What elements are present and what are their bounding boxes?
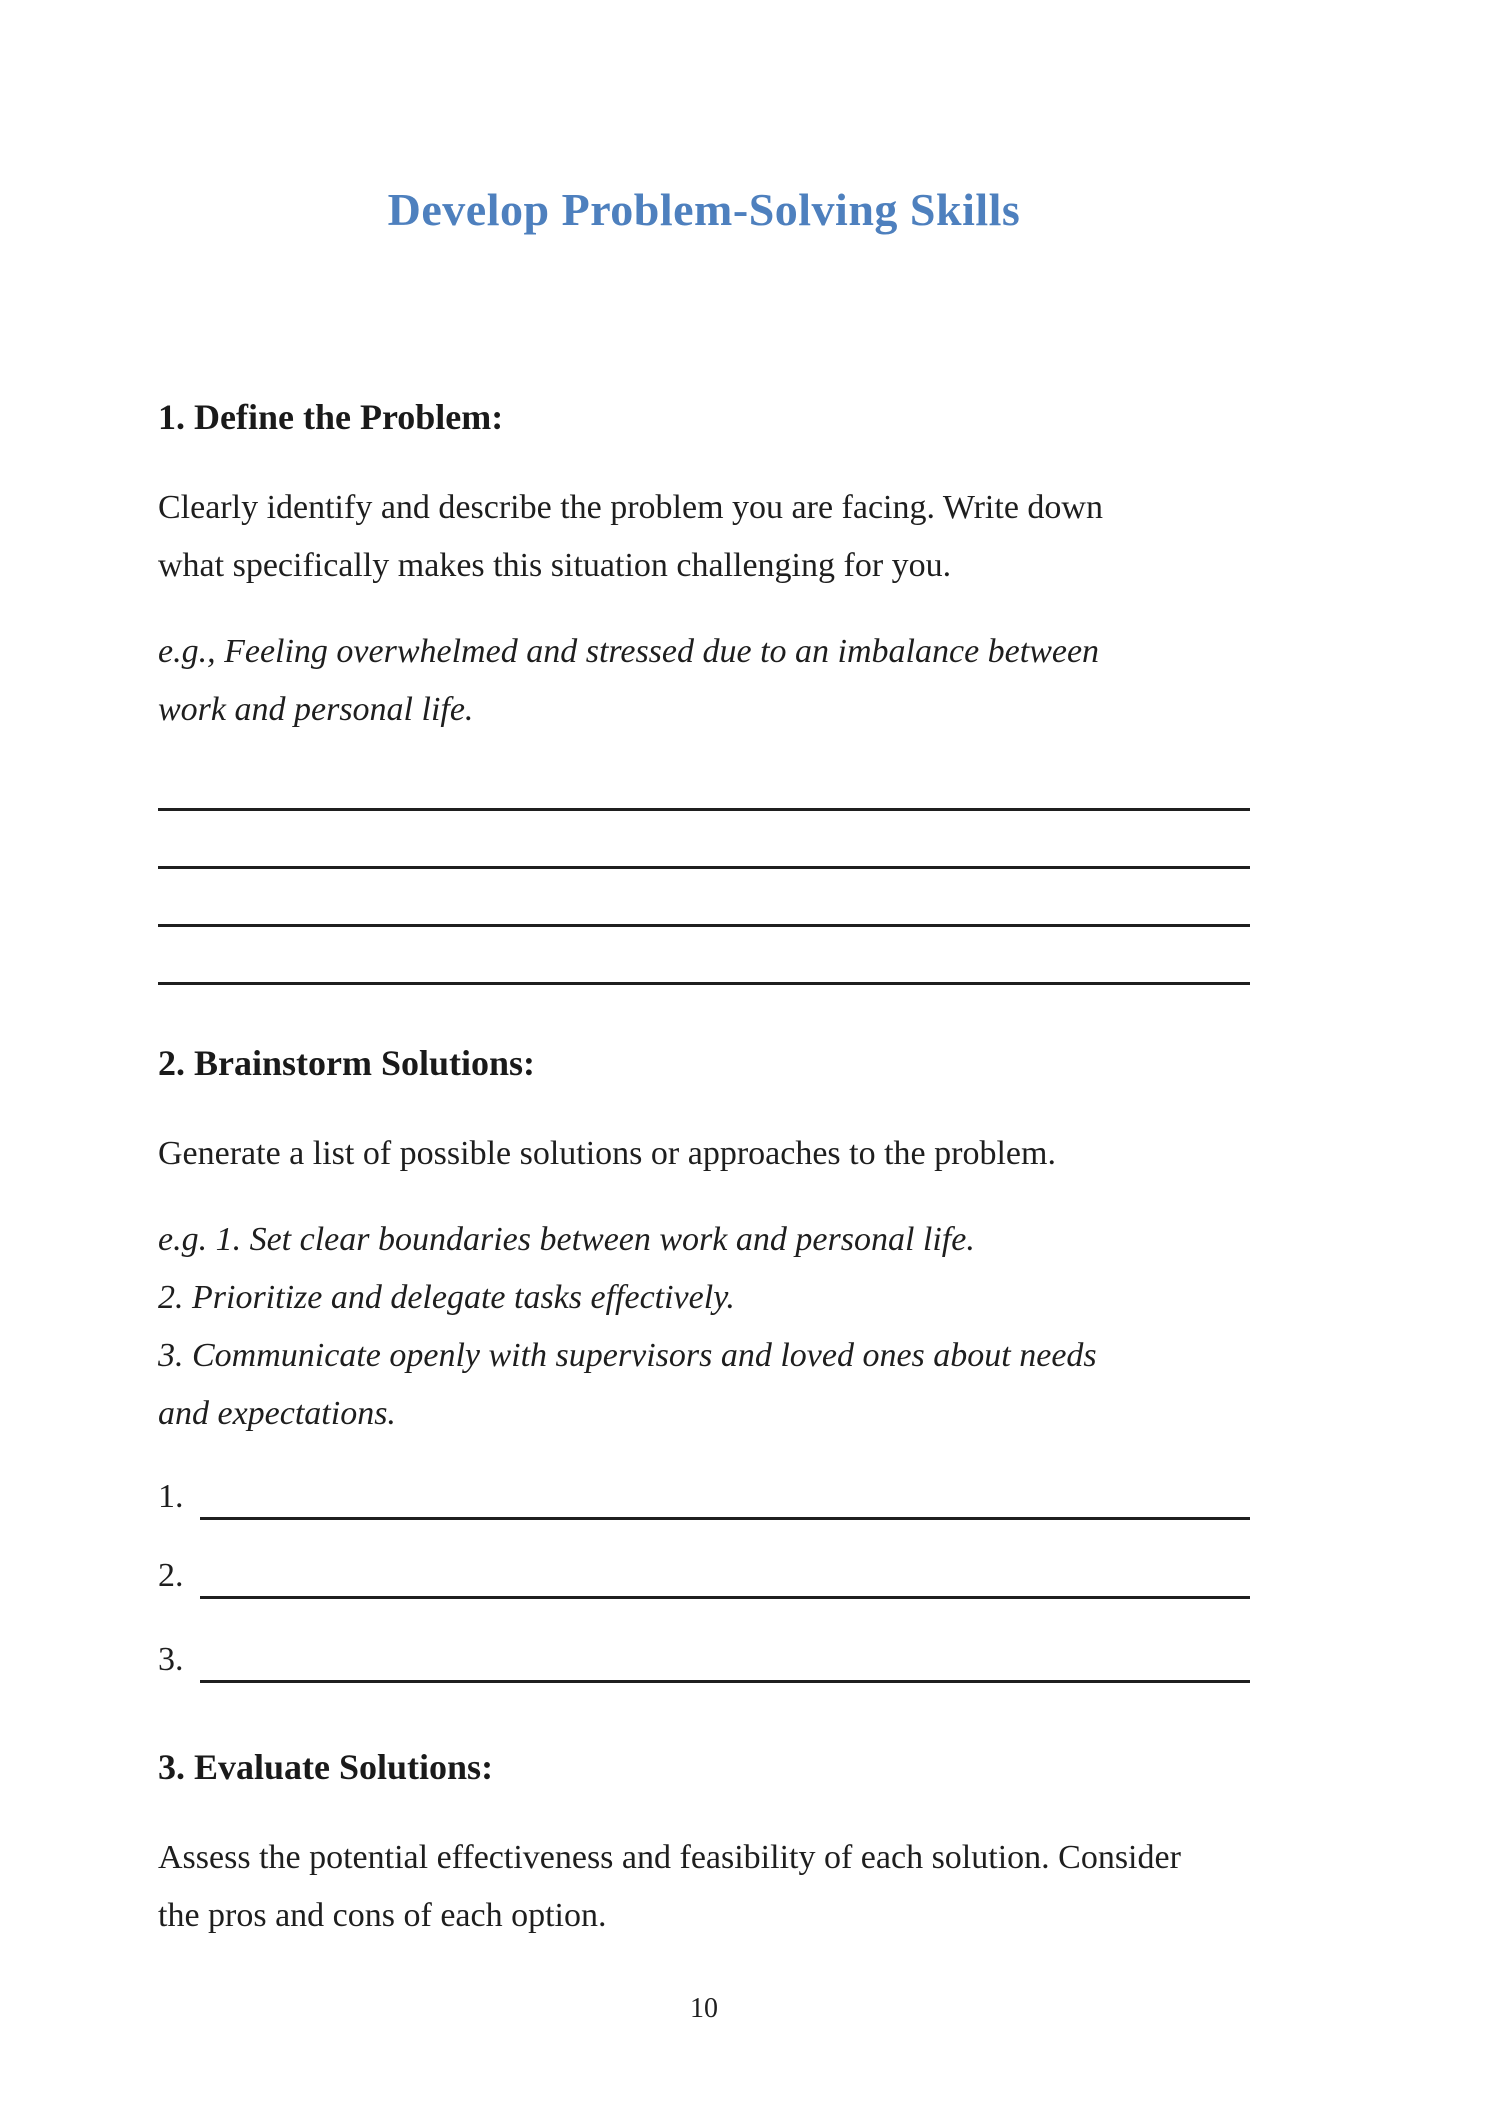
body-line: Assess the potential effectiveness and feasibility of each solution. Consider (158, 1839, 1181, 1876)
section-2-body (158, 1125, 1250, 1183)
write-in-line (158, 811, 1250, 869)
body-line: Clearly identify and describe the problem you are facing. Write down (158, 489, 1103, 526)
write-in-line (158, 927, 1250, 985)
example-line: and expectations. (158, 1395, 396, 1432)
page-title: Develop Problem-Solving Skills (387, 184, 1021, 235)
write-in-rule (200, 1517, 1251, 1520)
blank-number: 3. (158, 1641, 184, 1678)
page-number: 10 (690, 1993, 718, 2024)
write-in-lines (158, 753, 1250, 985)
section-2-heading: 2. Brainstorm Solutions: (158, 1043, 536, 1083)
write-in-rule (200, 1596, 1251, 1599)
section-define-problem (158, 395, 1250, 985)
body-line: Generate a list of possible solutions or approaches to the problem. (158, 1135, 1056, 1172)
numbered-write-in-line-3 (158, 1625, 1250, 1683)
blank-number: 2. (158, 1557, 184, 1594)
section-1-example (158, 623, 1250, 739)
write-in-line (158, 869, 1250, 927)
blank-number: 1. (158, 1478, 184, 1515)
page-content (158, 0, 1250, 2025)
example-line: 2. Prioritize and delegate tasks effectively. (158, 1279, 735, 1316)
section-1-heading: 1. Define the Problem: (158, 397, 504, 437)
numbered-write-in-line-2 (158, 1541, 1250, 1599)
section-evaluate-solutions (158, 1745, 1250, 1945)
body-line: the pros and cons of each option. (158, 1897, 607, 1934)
body-line: what specifically makes this situation challenging for you. (158, 547, 952, 584)
section-brainstorm-solutions (158, 1041, 1250, 1683)
section-3-heading: 3. Evaluate Solutions: (158, 1747, 494, 1787)
example-line: work and personal life. (158, 691, 474, 728)
numbered-write-in-line-1 (158, 1462, 1250, 1520)
write-in-line (158, 753, 1250, 811)
example-line: e.g. 1. Set clear boundaries between work and personal life. (158, 1221, 975, 1258)
write-in-rule (200, 1680, 1251, 1683)
section-1-body (158, 479, 1250, 595)
example-line: 3. Communicate openly with supervisors and loved ones about needs (158, 1337, 1097, 1374)
section-3-body (158, 1829, 1250, 1945)
example-line: e.g., Feeling overwhelmed and stressed due to an imbalance between (158, 633, 1100, 670)
section-2-example (158, 1211, 1250, 1443)
